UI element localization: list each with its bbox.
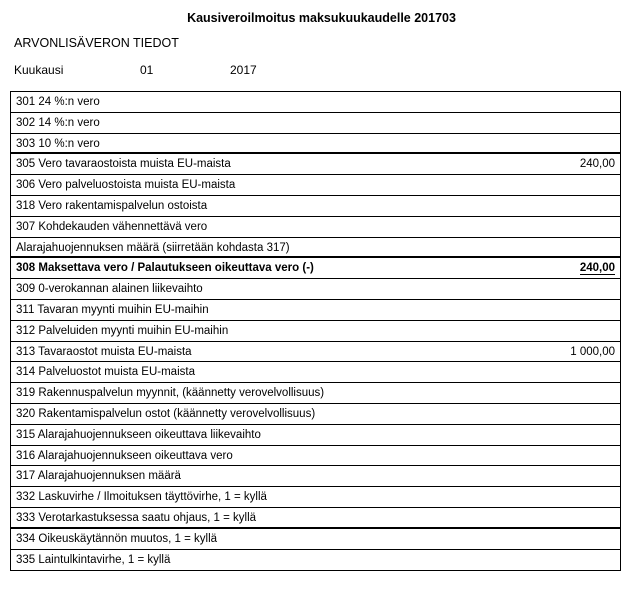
row-value: 240,00 (579, 158, 615, 171)
table-row-307 (11, 217, 620, 238)
table-row-312 (11, 321, 620, 342)
row-label: 307 Kohdekauden vähennettävä vero (16, 220, 208, 233)
row-label: 319 Rakennuspalvelun myynnit, (käännetty verovelvollisuus) (16, 387, 325, 400)
row-label: 306 Vero palveluostoista muista EU-maista (16, 179, 236, 192)
row-label: 333 Verotarkastuksessa saatu ohjaus, 1 = kyllä (16, 511, 257, 524)
period-row (0, 63, 643, 79)
table-row-334 (11, 529, 620, 550)
row-label: 305 Vero tavaraostoista muista EU-maista (16, 158, 231, 171)
row-label: 316 Alarajahuojennukseen oikeuttava vero (16, 449, 233, 462)
row-label: 335 Laintulkintavirhe, 1 = kyllä (16, 553, 171, 566)
table-row-306 (11, 175, 620, 196)
row-label: 318 Vero rakentamispalvelun ostoista (16, 199, 208, 212)
table-row-313 (11, 342, 620, 363)
row-label: 303 10 %:n vero (16, 137, 100, 150)
vat-table (10, 91, 621, 571)
period-month: 01 (140, 63, 154, 77)
table-row-alarajahuojennus (11, 238, 620, 259)
period-label: Kuukausi (14, 63, 64, 77)
report-title: Kausiveroilmoitus maksukuukaudelle 201703 (187, 11, 456, 25)
row-label: 301 24 %:n vero (16, 96, 100, 108)
section-subtitle: ARVONLISÄVERON TIEDOT (14, 36, 179, 50)
row-label: 313 Tavaraostot muista EU-maista (16, 345, 192, 358)
row-label: 311 Tavaran myynti muihin EU-maihin (16, 303, 209, 316)
table-row-317 (11, 466, 620, 487)
row-label: 312 Palveluiden myynti muihin EU-maihin (16, 324, 229, 337)
table-row-311 (11, 300, 620, 321)
table-row-308-total (11, 258, 620, 279)
table-row-314 (11, 362, 620, 383)
row-label: 317 Alarajahuojennuksen määrä (16, 470, 181, 483)
table-row-332 (11, 487, 620, 508)
table-row-320 (11, 404, 620, 425)
row-label: 332 Laskuvirhe / Ilmoituksen täyttövirhe, 1 = kyllä (16, 491, 267, 504)
table-row-305 (11, 154, 620, 175)
row-label: 308 Maksettava vero / Palautukseen oikeuttava vero (-) (16, 262, 314, 275)
row-label: 309 0-verokannan alainen liikevaihto (16, 283, 203, 296)
row-label: 315 Alarajahuojennukseen oikeuttava liikevaihto (16, 428, 261, 441)
table-row-302 (11, 113, 620, 134)
table-row-309 (11, 279, 620, 300)
row-label: Alarajahuojennuksen määrä (siirretään kohdasta 317) (16, 241, 290, 254)
row-label: 320 Rakentamispalvelun ostot (käännetty verovelvollisuus) (16, 407, 316, 420)
period-year: 2017 (230, 63, 257, 77)
table-row-319 (11, 383, 620, 404)
table-row-303 (11, 134, 620, 155)
table-row-318 (11, 196, 620, 217)
row-value: 1 000,00 (570, 345, 615, 358)
table-row-301 (11, 92, 620, 113)
row-label: 314 Palveluostot muista EU-maista (16, 366, 195, 379)
table-row-333 (11, 508, 620, 529)
row-label: 302 14 %:n vero (16, 116, 100, 129)
table-row-335 (11, 550, 620, 571)
table-row-316 (11, 446, 620, 467)
row-label: 334 Oikeuskäytännön muutos, 1 = kyllä (16, 532, 218, 545)
table-row-315 (11, 425, 620, 446)
row-value: 240,00 (579, 262, 615, 275)
